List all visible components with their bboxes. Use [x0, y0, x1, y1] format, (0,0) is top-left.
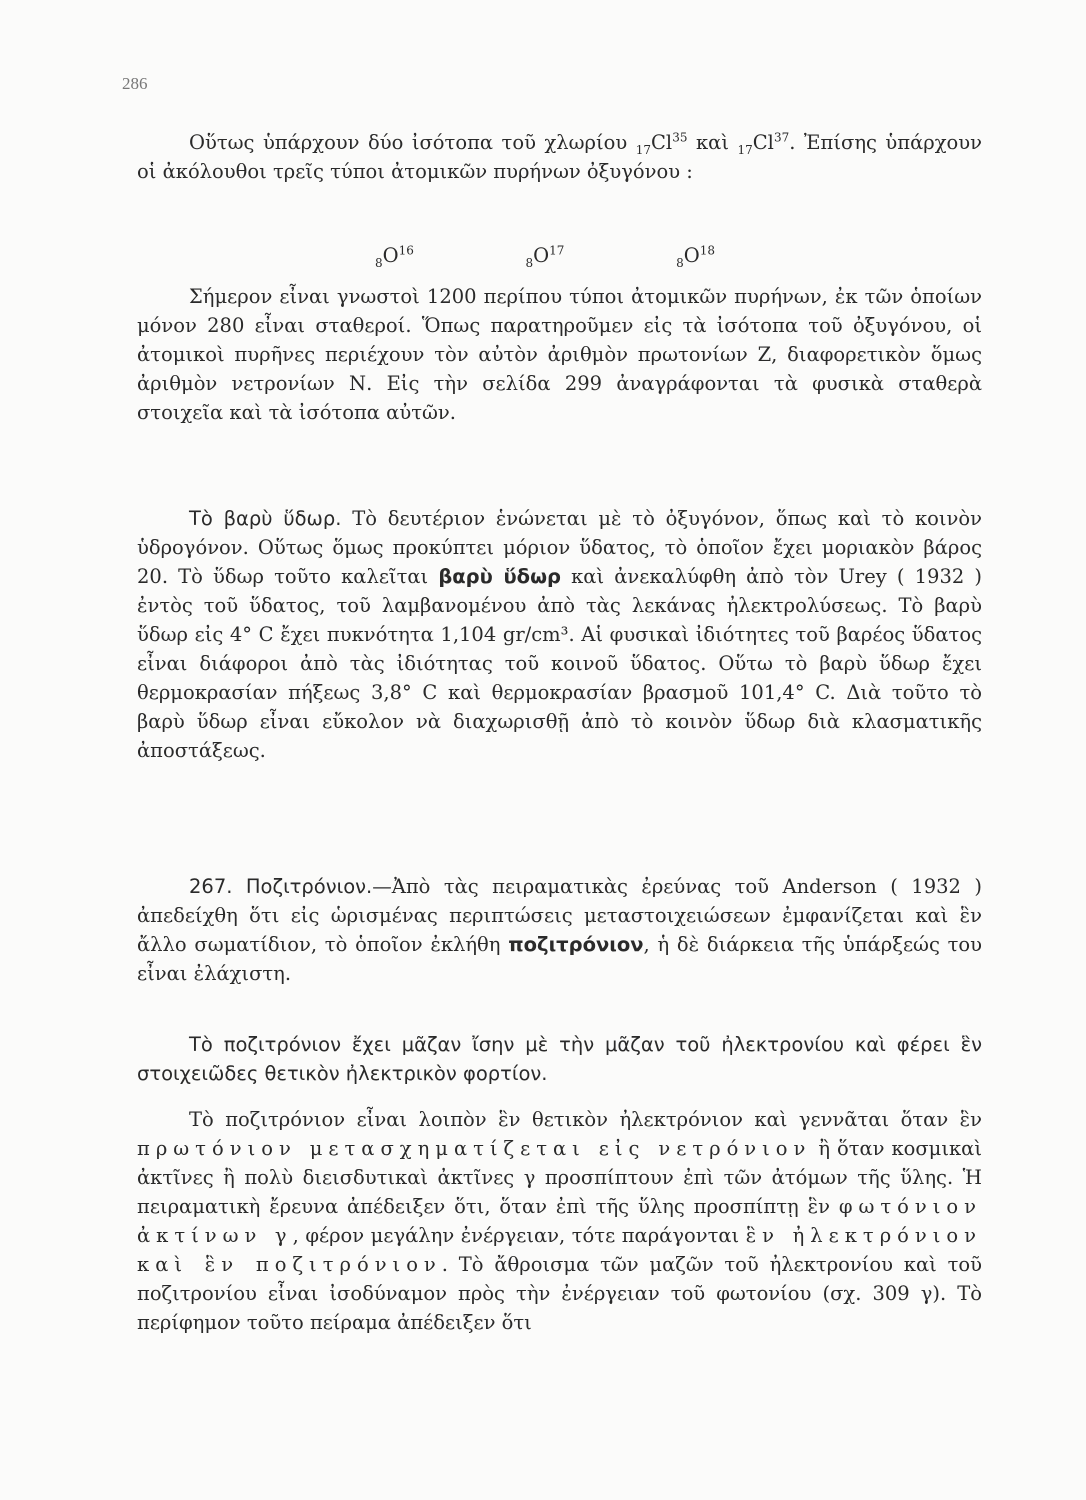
heavy-water-heading: Τὸ βαρὺ ὕδωρ.	[189, 507, 342, 530]
paragraph-nuclei: Σήμερον εἶναι γνωστοὶ 1200 περίπου τύποι ἀτομικῶν πυρήνων, ἐκ τῶν ὁποίων μόνον 280 εἶναι σταθεροί. Ὅπως παρατηροῦμεν εἰς τὰ ἰσότοπα τοῦ ὀξυγόνου, οἱ ἀτομικοὶ πυρῆνες περιέχουν τὸν αὐτὸν ἀριθμὸν πρωτονίων Ζ, διαφορετικὸν ὅμως ἀριθμὸν νετρονίων Ν. Εἰς τὴν σελίδα 299 ἀναγράφονται τὰ φυσικὰ σταθερὰ στοιχεῖα καὶ τὰ ἰσότοπα αὐτῶν.	[137, 285, 982, 424]
isotope-o18: $_8O^{18}$	[676, 243, 715, 270]
paragraph-positron: 267. Ποζιτρόνιον.—Ἀπὸ τὰς πειραματικὰς ἐρεύνας τοῦ Anderson ( 1932 ) ἀπεδείχθη ὅτι εἰς ὡρισμένας περιπτώσεις μεταστοιχειώσεων ἐμφανίζεται καὶ ἓν ἄλλο σωματίδιον, τὸ ὁποῖον ἐκλήθη ποζιτρόνιον, ἡ δὲ διάρκεια τῆς ὑπάρξεώς του εἶναι ἐλάχιστη.	[137, 875, 983, 985]
page-number: 286	[122, 74, 148, 93]
oxygen-isotopes	[375, 243, 715, 270]
positron-heading: 267. Ποζιτρόνιον.	[189, 875, 373, 898]
isotope-o16: $_8O^{16}$	[375, 243, 414, 270]
paragraph-positron-creation: Τὸ ποζιτρόνιον εἶναι λοιπὸν ἓν θετικὸν ἠλεκτρόνιον καὶ γεννᾶται ὅταν ἓν πρωτόνιον μετασχηματίζεται εἰς νετρόνιον ἢ ὅταν κοσμικαὶ ἀκτῖνες ἢ πολὺ διεισδυτικαὶ ἀκτῖνες γ προσπίπτουν ἐπὶ τῶν ἀτόμων τῆς ὕλης. Ἡ πειραματικὴ ἔρευνα ἀπέδειξεν ὅτι, ὅταν ἐπὶ τῆς ὕλης προσπίπτῃ ἓν φωτόνιον ἀκτίνων γ, φέρον μεγάλην ἐνέργειαν, τότε παράγονται ἓν ἠλεκτρόνιον καὶ ἓν ποζιτρόνιον. Τὸ ἄθροισμα τῶν μαζῶν τοῦ ἠλεκτρονίου καὶ τοῦ ποζιτρονίου εἶναι ἰσοδύναμον πρὸς τὴν ἐνέργειαν τοῦ φωτονίου (σχ. 309 γ). Τὸ περίφημον τοῦτο πείραμα ἀπέδειξεν ὅτι	[137, 1108, 982, 1334]
paragraph-heavy-water: Τὸ βαρὺ ὕδωρ. Τὸ δευτέριον ἑνώνεται μὲ τὸ ὀξυγόνον, ὅπως καὶ τὸ κοινὸν ὑδρογόνον. Οὕτως ὅμως προκύπτει μόριον ὕδατος, τὸ ὁποῖον ἔχει μοριακὸν βάρος 20. Τὸ ὕδωρ τοῦτο καλεῖται βαρὺ ὕδωρ καὶ ἀνεκαλύφθη ἀπὸ τὸν Urey ( 1932 ) ἐντὸς τοῦ ὕδατος, τοῦ λαμβανομένου ἀπὸ τὰς λεκάνας ἠλεκτρολύσεως. Τὸ βαρὺ ὕδωρ εἰς 4° C ἔχει πυκνότητα 1,104 gr/cm³. Αἱ φυσικαὶ ἰδιότητες τοῦ βαρέος ὕδατος εἶναι διάφοροι ἀπὸ τὰς ἰδιότητας τοῦ κοινοῦ ὕδατος. Οὕτω τὸ βαρὺ ὕδωρ ἔχει θερμοκρασίαν πήξεως 3,8° C καὶ θερμοκρασίαν βρασμοῦ 101,4° C. Διὰ τοῦτο τὸ βαρὺ ὕδωρ εἶναι εὔκολον νὰ διαχωρισθῇ ἀπὸ τὸ κοινὸν ὕδωρ διὰ κλασματικῆς ἀποστάξεως.	[137, 507, 982, 762]
paragraph-positron-mass: Τὸ ποζιτρόνιον ἔχει μᾶζαν ἴσην μὲ τὴν μᾶζαν τοῦ ἠλεκτρονίου καὶ φέρει ἓν στοιχειῶδες θετικὸν ἠλεκτρικὸν φορτίον.	[137, 1033, 982, 1085]
paragraph-chlorine-isotopes: Οὕτως ὑπάρχουν δύο ἰσότοπα τοῦ χλωρίου $_{17}Cl^{35}$ καὶ $_{17}Cl^{37}$. Ἐπίσης ὑπάρχουν οἱ ἀκόλουθοι τρεῖς τύποι ἀτομικῶν πυρήνων ὀξυγόνου :	[137, 130, 982, 183]
isotope-o17: $_8O^{17}$	[525, 243, 565, 270]
